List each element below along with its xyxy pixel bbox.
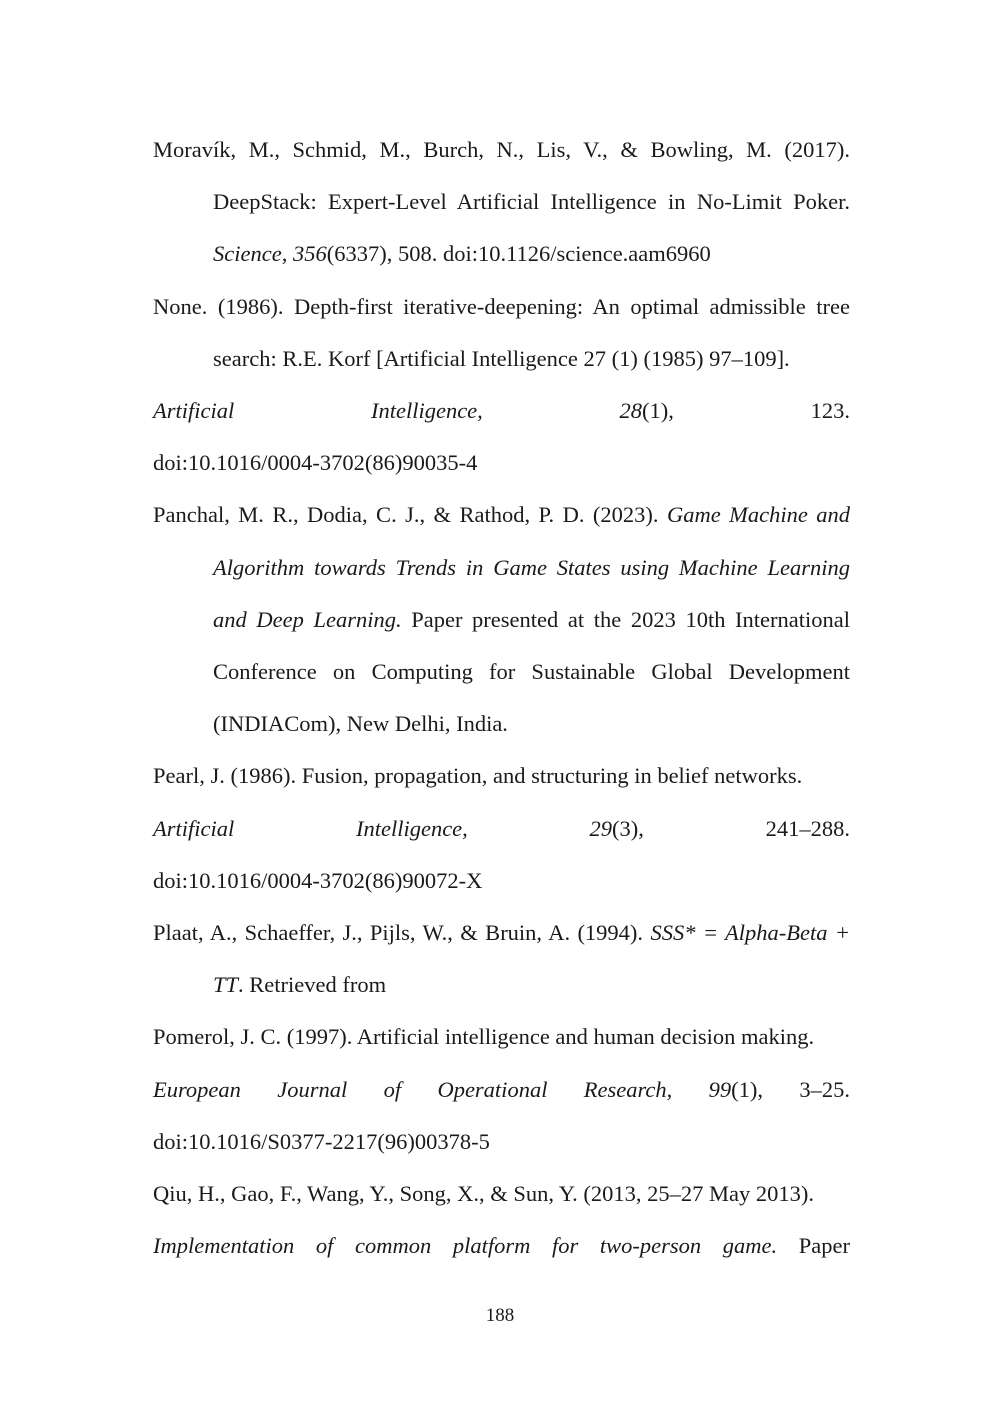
reference-volume: 28 — [619, 398, 643, 424]
reference-source-line — [153, 1220, 850, 1272]
reference-issue: (1), — [642, 398, 674, 424]
reference-title: DeepStack: Expert-Level Artificial Intelligence in No-Limit Poker. — [213, 189, 850, 215]
reference-details: Paper presented at the 2023 10th International Conference on Computing for Sustainable Global Development (INDIACom), New Delhi, India. — [213, 606, 851, 737]
reference-authors-year: Plaat, A., Schaeffer, J., Pijls, W., & Bruin, A. (1994). — [153, 920, 644, 946]
reference-authors-year: None. (1986). — [153, 293, 284, 319]
reference-volume: 29 — [589, 815, 613, 841]
reference-source-line — [153, 1064, 850, 1116]
reference-authors-year: Panchal, M. R., Dodia, C. J., & Rathod, P. D. (2023). — [153, 502, 659, 528]
reference-doi: doi:10.1016/0004-3702(86)90072-X — [153, 867, 483, 893]
reference-title: SSS* = Alpha-Beta + TT — [213, 920, 851, 998]
reference-doi: doi:10.1016/0004-3702(86)90035-4 — [153, 450, 478, 476]
reference-title: Game Machine and Algorithm towards Trends in Game States using Machine Learning and Deep Learning. — [213, 502, 851, 632]
reference-details: Paper — [798, 1233, 850, 1259]
reference-journal: Artificial Intelligence, — [153, 815, 468, 841]
reference-source-line — [153, 385, 851, 437]
reference-issue: (3), — [612, 815, 644, 841]
reference-entry — [153, 281, 850, 490]
reference-list — [153, 124, 850, 1272]
page-number: 188 — [485, 1305, 515, 1326]
reference-authors-year: Pomerol, J. C. (1997). — [153, 1024, 353, 1050]
reference-pages: 241–288. — [765, 815, 851, 841]
reference-journal: European Journal of Operational Research, 99 — [153, 1076, 732, 1102]
reference-entry — [153, 1168, 850, 1272]
reference-title: Fusion, propagation, and structuring in belief networks. — [301, 763, 803, 789]
reference-issue-pages: (1), 3–25. — [731, 1076, 850, 1102]
reference-entry — [153, 750, 850, 907]
reference-entry — [153, 907, 850, 1011]
reference-pages: 123. — [810, 398, 851, 424]
reference-source-line — [153, 803, 851, 855]
reference-doi: doi:10.1016/S0377-2217(96)00378-5 — [153, 1128, 490, 1154]
reference-title: Implementation of common platform for two-person game. — [153, 1233, 778, 1259]
reference-authors-year: Qiu, H., Gao, F., Wang, Y., Song, X., & Sun, Y. (2013, 25–27 May 2013). — [153, 1181, 814, 1207]
reference-journal: Science, 356 — [213, 241, 327, 267]
reference-authors-year: Pearl, J. (1986). — [153, 763, 297, 789]
reference-details: . Retrieved from — [238, 972, 387, 998]
reference-title: Depth-first iterative-deepening: An optimal admissible tree search: R.E. Korf [Artificial Intelligence 27 (1) (1985) 97–109]. — [213, 293, 851, 371]
reference-journal: Artificial Intelligence, — [153, 398, 483, 424]
reference-title: Artificial intelligence and human decision making. — [356, 1024, 815, 1050]
reference-authors-year: Moravík, M., Schmid, M., Burch, N., Lis, V., & Bowling, M. (2017). — [153, 137, 850, 162]
reference-issue-pages: (6337), 508. doi:10.1126/science.aam6960 — [326, 241, 711, 267]
reference-entry — [153, 489, 850, 750]
reference-entry — [153, 1011, 850, 1168]
reference-entry — [153, 124, 850, 281]
